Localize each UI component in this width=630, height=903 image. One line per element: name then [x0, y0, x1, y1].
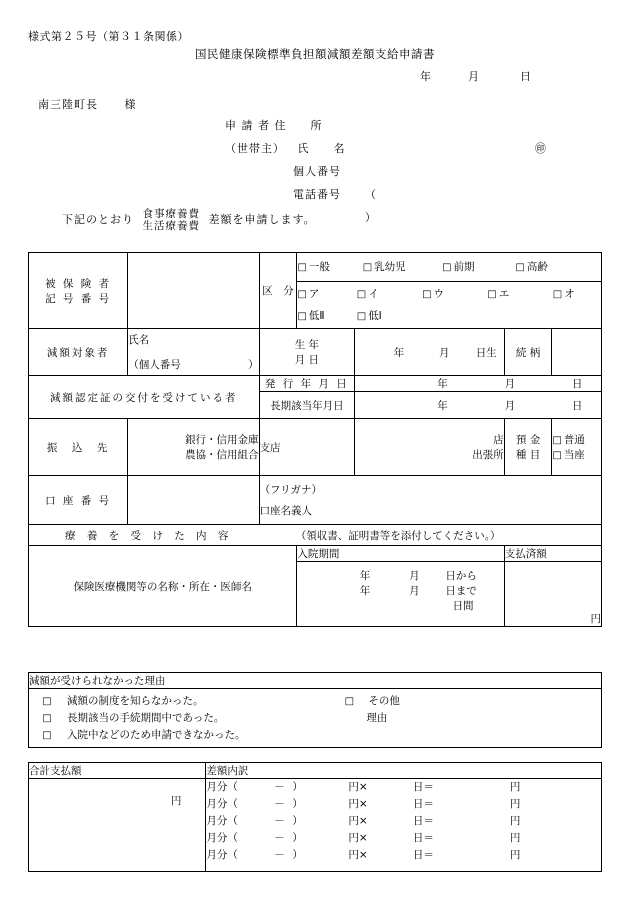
deposit-label-line2: 種 目	[515, 449, 541, 461]
cert-holder-label: 減額認定証の交付を受けている者	[29, 376, 260, 419]
document-title: 国民健康保険標準負担額減額差額支給申請書	[195, 47, 435, 61]
account-holder-label: 口座名義人	[259, 505, 313, 517]
table-row	[29, 673, 602, 689]
kubun-options-row3	[297, 306, 601, 327]
reason-option-hospitalized[interactable]: □ 入院中などのため申請できなかった。	[42, 728, 246, 741]
breakdown-month: 月分（	[206, 849, 238, 861]
phone-paren-open: （	[365, 188, 377, 201]
kubun-label-cell	[259, 253, 297, 329]
kubun-options-row1	[297, 253, 602, 282]
statement-expense-types	[143, 208, 201, 232]
issue-day-label: 日	[571, 378, 583, 390]
kubun-option-a[interactable]: □ ア	[297, 288, 320, 300]
table-row	[29, 376, 602, 392]
insured-number-input[interactable]	[128, 253, 259, 329]
institution-label: 保険医療機関等の名称・所在・医師名	[29, 546, 297, 627]
account-number-label: 口 座 番 号	[29, 476, 128, 525]
hospital-period-label: 入院期間	[297, 546, 504, 562]
target-person-name-cell[interactable]	[128, 329, 259, 376]
breakdown-close: ）	[292, 815, 303, 827]
applicant-mynumber-row	[225, 160, 346, 183]
bank-line1: 銀行・信用金庫	[185, 434, 259, 446]
transfer-destination-label: 振 込 先	[29, 419, 128, 476]
kubun-option-zenki[interactable]: □ 前期	[442, 260, 475, 273]
longterm-year-label: 年	[437, 399, 448, 412]
breakdown-yen-times: 円×	[348, 781, 368, 793]
breakdown-dash: －	[274, 849, 285, 861]
deposit-type-options	[552, 419, 602, 476]
target-mynumber-close: ）	[248, 359, 259, 371]
treatment-heading: 療 養 を 受 け た 内 容	[65, 529, 233, 542]
account-holder-cell[interactable]	[259, 476, 601, 525]
breakdown-days-equals: 日＝	[412, 815, 434, 827]
applicant-address-label: 申 請 者 住 所	[225, 119, 323, 132]
breakdown-dash: －	[274, 832, 285, 844]
breakdown-yen-times: 円×	[348, 832, 368, 844]
breakdown-rows[interactable]	[206, 779, 602, 872]
statement-suffix: 差額を申請します。	[208, 213, 316, 226]
furigana-label: （フリガナ）	[259, 484, 323, 496]
statement-line1: 食事療養費	[142, 208, 200, 220]
breakdown-yen: 円	[509, 849, 521, 861]
breakdown-close: ）	[292, 832, 303, 844]
breakdown-days-equals: 日＝	[412, 832, 434, 844]
kubun-option-i[interactable]: □ イ	[356, 288, 379, 300]
breakdown-month: 月分（	[206, 815, 238, 827]
kubun-label: 区 分	[262, 285, 294, 297]
table-row	[29, 546, 602, 562]
period-to-row	[297, 583, 503, 598]
paid-amount-input[interactable]	[504, 562, 601, 627]
statement-line	[62, 208, 316, 232]
bank-name-cell[interactable]	[128, 419, 259, 476]
reason-option-2-row	[29, 710, 601, 727]
insured-label-line2: 記 号 番 号	[45, 292, 112, 305]
kubun-options-row2	[297, 283, 601, 306]
breakdown-row[interactable]	[206, 847, 601, 864]
branch-suffix-line2: 出張所	[472, 449, 504, 461]
period-from-month: 月	[409, 570, 420, 582]
kubun-option-ippan[interactable]: □ 一般	[297, 260, 330, 273]
paid-amount-yen: 円	[590, 613, 601, 625]
total-table	[28, 762, 602, 872]
breakdown-label-cell	[206, 763, 602, 779]
reason-option-other[interactable]: □ その他	[344, 694, 400, 707]
breakdown-days-equals: 日＝	[412, 849, 434, 861]
breakdown-month: 月分（	[206, 798, 238, 810]
kubun-option-tei1[interactable]: □ 低Ⅰ	[356, 310, 382, 322]
breakdown-days-equals: 日＝	[412, 798, 434, 810]
breakdown-yen: 円	[509, 781, 521, 793]
addressee-name: 南三陸町長	[38, 98, 98, 111]
table-row	[29, 253, 602, 282]
statement-prefix: 下記のとおり	[62, 213, 134, 226]
statement-line2: 生活療養費	[142, 220, 200, 232]
table-row	[29, 525, 602, 546]
kubun-options-row23	[297, 282, 602, 329]
table-row	[29, 419, 602, 476]
form-number: 様式第２５号（第３１条関係）	[28, 30, 189, 43]
kubun-option-nyuyoji[interactable]: □ 乳幼児	[362, 260, 406, 273]
period-days-label: 日間	[452, 600, 474, 612]
breakdown-row[interactable]	[206, 813, 601, 830]
target-mynumber-label: （個人番号	[128, 359, 181, 371]
account-number-input[interactable]	[128, 476, 259, 525]
reason-option-3-row	[29, 727, 601, 744]
breakdown-yen: 円	[509, 815, 521, 827]
seal-mark: ㊞	[535, 142, 547, 155]
table-row	[29, 763, 602, 779]
branch-suffix-line1: 店	[493, 434, 504, 446]
treatment-heading-cell	[29, 525, 602, 546]
kubun-option-e[interactable]: □ エ	[487, 288, 510, 300]
breakdown-dash: －	[274, 781, 285, 793]
period-to-year: 年	[359, 585, 371, 597]
birthdate-label-cell	[259, 329, 355, 376]
reason-table	[28, 672, 602, 748]
target-name-label: 氏名	[128, 334, 150, 346]
relationship-input[interactable]	[552, 329, 602, 376]
table-row	[29, 476, 602, 525]
application-date	[420, 68, 540, 84]
kubun-option-korei[interactable]: □ 高齢	[515, 260, 548, 273]
kubun-option-tei2[interactable]: □ 低Ⅱ	[297, 310, 325, 322]
applicant-address-row	[225, 114, 346, 137]
branch-label: 支店	[259, 441, 281, 454]
applicant-name-label: 氏 名	[297, 142, 346, 155]
breakdown-row[interactable]	[206, 830, 601, 847]
addressee	[38, 96, 137, 112]
period-from-row	[297, 568, 503, 583]
kubun-option-o[interactable]: □ オ	[552, 288, 575, 300]
reason-options-cell	[29, 689, 602, 748]
breakdown-row[interactable]	[206, 796, 601, 813]
birth-label-line1: 生 年	[294, 339, 320, 351]
table-row	[29, 779, 602, 872]
branch-label-cell	[259, 419, 355, 476]
breakdown-close: ）	[292, 781, 303, 793]
householder-label: （世帯主）	[225, 142, 285, 155]
addressee-honorific: 様	[124, 98, 137, 111]
personal-number-label: 個人番号	[293, 165, 341, 178]
treatment-note: （領収書、証明書等を添付してください。）	[295, 529, 501, 542]
period-from-day: 日から	[445, 570, 477, 582]
phone-number-field	[365, 183, 413, 229]
breakdown-yen: 円	[509, 832, 521, 844]
reason-title: 減額が受けられなかった理由	[29, 673, 602, 689]
table-row	[29, 329, 602, 376]
issue-month-label: 月	[504, 378, 516, 390]
breakdown-row[interactable]	[206, 779, 601, 796]
hospital-period-input[interactable]	[297, 562, 504, 627]
breakdown-close: ）	[292, 849, 303, 861]
breakdown-dash: －	[274, 798, 285, 810]
total-paid-label: 合計支払額	[29, 765, 82, 777]
breakdown-days-equals: 日＝	[412, 781, 434, 793]
birth-day-label: 日生	[475, 346, 497, 359]
breakdown-yen: 円	[509, 798, 521, 810]
phone-label: 電話番号	[293, 188, 341, 201]
birth-year-label: 年	[393, 346, 405, 359]
period-to-day: 日まで	[445, 585, 477, 597]
date-day-label: 日	[520, 70, 532, 83]
breakdown-yen-times: 円×	[348, 815, 368, 827]
date-month-label: 月	[468, 70, 480, 83]
breakdown-month: 月分（	[206, 832, 238, 844]
total-paid-yen: 円	[170, 795, 182, 807]
reason-option-1-row	[29, 693, 601, 710]
breakdown-yen-times: 円×	[348, 798, 368, 810]
longterm-month-label: 月	[504, 399, 516, 412]
reason-option-unknown-system[interactable]: □ 減額の制度を知らなかった。	[42, 694, 204, 707]
insured-number-label-cell	[29, 253, 128, 329]
longterm-day-label: 日	[571, 399, 583, 412]
longterm-date-input[interactable]	[355, 392, 602, 419]
insured-label-line1: 被 保 険 者	[45, 277, 112, 290]
cert-issue-date-input[interactable]	[355, 376, 602, 392]
breakdown-month: 月分（	[206, 781, 238, 793]
breakdown-yen-times: 円×	[348, 849, 368, 861]
period-days-row	[297, 598, 503, 613]
period-to-month: 月	[409, 585, 420, 597]
table-row	[29, 689, 602, 748]
period-from-year: 年	[359, 570, 371, 582]
reason-other-detail-label: 理由	[366, 711, 388, 724]
deposit-option-futsu[interactable]: □ 普通	[552, 434, 585, 446]
applicant-name-row	[225, 137, 547, 160]
target-person-label: 減額対象者	[29, 329, 128, 376]
target-mynumber-field[interactable]	[128, 357, 258, 372]
cert-issue-date-label: 発 行 年 月 日	[259, 376, 355, 392]
relationship-label: 続 柄	[504, 329, 552, 376]
deposit-type-label	[504, 419, 552, 476]
breakdown-dash: －	[274, 815, 285, 827]
deposit-label-line1: 預 金	[515, 434, 541, 446]
longterm-date-label: 長期該当年月日	[259, 392, 355, 419]
issue-year-label: 年	[437, 378, 448, 390]
reason-option-longterm-pending[interactable]: □ 長期該当の手続期間中であった。	[42, 711, 225, 724]
breakdown-close: ）	[292, 798, 303, 810]
total-paid-label-cell	[29, 763, 206, 779]
main-form-table	[28, 252, 602, 627]
birth-month-label: 月	[438, 346, 450, 359]
breakdown-label: 差額内訳	[206, 765, 249, 777]
date-year-label: 年	[420, 70, 432, 83]
birthdate-input[interactable]	[355, 329, 505, 376]
phone-paren-close: ）	[365, 211, 377, 224]
deposit-option-toza[interactable]: □ 当座	[552, 449, 585, 461]
birth-label-line2: 月 日	[294, 354, 320, 366]
branch-input-cell[interactable]	[355, 419, 505, 476]
kubun-option-u[interactable]: □ ウ	[422, 288, 445, 300]
total-paid-input[interactable]	[29, 779, 206, 872]
bank-line2: 農協・信用組合	[185, 449, 259, 461]
paid-amount-label: 支払済額	[504, 546, 601, 562]
